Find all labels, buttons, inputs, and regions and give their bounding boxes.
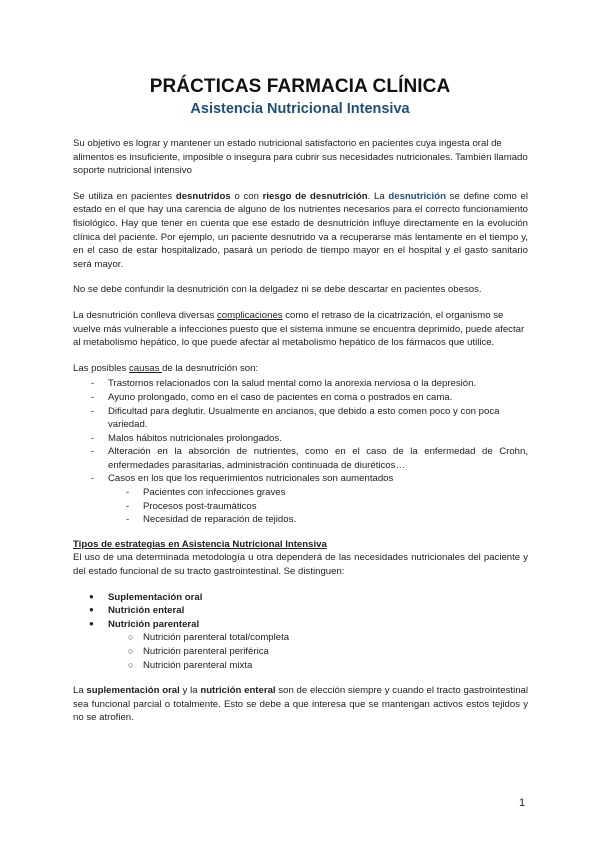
section-title: Tipos de estrategias en Asistencia Nutricional Intensiva [73, 538, 327, 550]
paragraph-metodologia: El uso de una determinada metodología u otra dependerá de las necesidades nutricionales del paciente y del estado funcional de su tracto gastrointestinal. Se distinguen: [73, 552, 528, 578]
list-item: ● Suplementación oral [73, 591, 528, 605]
list-item: ● Nutrición enteral [73, 604, 528, 618]
page-number: 1 [519, 797, 526, 809]
list-item: - Trastornos relacionados con la salud mental como la anorexia nerviosa o la depresión. [73, 377, 528, 391]
list-item: ● Nutrición parenteral ○ Nutrición parenteral total/completa ○ Nutrición parenteral periférica ○ Nutrición parenteral mixta [73, 618, 528, 672]
list-item: - Malos hábitos nutricionales prolongados. [73, 432, 528, 446]
list-item: - Pacientes con infecciones graves [73, 486, 528, 500]
list-item: ○ Nutrición parenteral periférica [73, 645, 528, 659]
parenteral-sublist [108, 631, 528, 672]
list-item: ○ Nutrición parenteral mixta [73, 659, 528, 673]
list-item: ○ Nutrición parenteral total/completa [73, 631, 528, 645]
paragraph-objective: Su objetivo es lograr y mantener un estado nutricional satisfactorio en pacientes cuya ingesta oral de alimentos es insuficiente, imposible o insegura para cubrir sus necesidades nutricionales. También llamado soporte nutricional intensivo [73, 138, 528, 177]
causes-sublist [108, 486, 528, 527]
list-item: - Ayuno prolongado, como en el caso de pacientes en coma o postrados en cama. [73, 391, 528, 405]
list-item: - Dificultad para deglutir. Usualmente en ancianos, que debido a esto comen poco y con poca variedad. [73, 405, 528, 432]
paragraph-delgadez: No se debe confundir la desnutrición con la delgadez ni se debe descartar en pacientes obesos. [73, 284, 482, 296]
paragraph-complicaciones: La desnutrición conlleva diversas complicaciones como el retraso de la cicatrización, el organismo se vuelve más vulnerable a infecciones puesto que el sistema inmune se encuentra deprimido, puede afectar al metabolismo hepático, lo que puede afectar al metabolismo hepático de los fármacos que utilice. [73, 309, 525, 349]
strategies-list [73, 591, 528, 673]
paragraph-desnutricion: Se utiliza en pacientes desnutridos o con riesgo de desnutrición. La desnutrición se define como el estado en el que hay una carencia de alguno de los nutrientes necesarios para el correcto funcionamiento fisiológico. Hay que tener en cuenta que ese estado de desnutrición influye directamente en la evolución clínica del paciente. Por ejemplo, un paciente desnutrido va a recuperarse más lentamente en el tiempo y, en el caso de estar hospitalizado, pasará un periodo de tiempo mayor en el hospital y el gasto sanitario será mayor. [73, 190, 528, 270]
paragraph-causas: Las posibles causas de la desnutrición son: [73, 362, 259, 374]
list-item: - Casos en los que los requerimientos nutricionales son aumentados - Pacientes con infecciones graves - Procesos post-traumáticos - Necesidad de reparación de tejidos. [73, 472, 528, 526]
causes-list [73, 377, 528, 527]
list-item: - Necesidad de reparación de tejidos. [73, 513, 528, 527]
page-subtitle: Asistencia Nutricional Intensiva [190, 101, 410, 117]
document-body [73, 137, 528, 737]
paragraph-eleccion: La suplementación oral y la nutrición enteral son de elección siempre y cuando el tracto gastrointestinal sea funcional parcial o totalmente. Esto se debe a que interesa que se mantengan activos estos tejidos y no se atrofien. [73, 685, 529, 724]
list-item: - Alteración en la absorción de nutrientes, como en el caso de la enfermedad de Crohn, enfermedades parasitarias, administración continuada de diuréticos… [73, 445, 528, 472]
list-item: - Procesos post-traumáticos [73, 500, 528, 514]
page-title: PRÁCTICAS FARMACIA CLÍNICA [149, 76, 451, 97]
